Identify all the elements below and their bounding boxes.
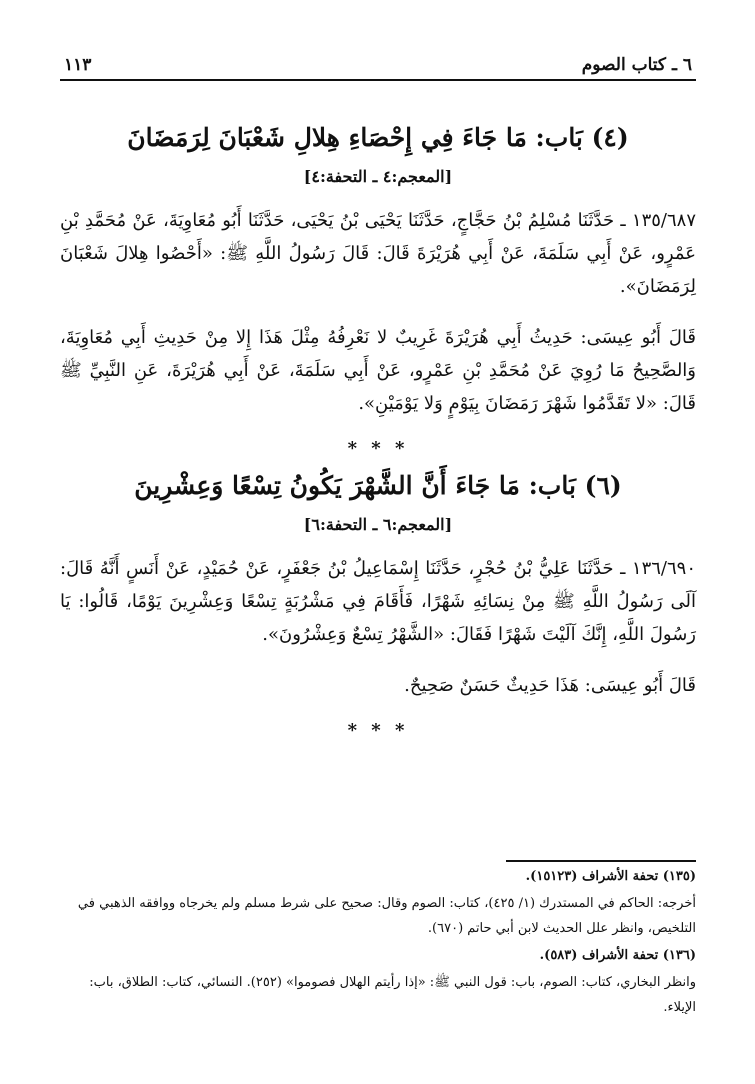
section-separator: * * * — [347, 438, 409, 459]
paragraph: قَالَ أَبُو عِيسَى: حَدِيثُ أَبِي هُرَيْرَةَ غَرِيبٌ لا نَعْرِفُهُ مِثْلَ هَذَا إِلا مِنْ حَدِيثِ أَبِي مُعَاوِيَةَ، وَالصَّحِيحُ مَا رُوِيَ عَنْ مُحَمَّدِ بْنِ عَمْرٍو، عَنْ أَبِي سَلَمَةَ، عَنْ أَبِي هُرَيْرَةَ، عَنِ النَّبِيِّ ﷺ قَالَ: «لا تَقَدَّمُوا شَهْرَ رَمَضَانَ بِيَوْمٍ وَلا يَوْمَيْنِ». — [60, 327, 696, 414]
hadith-text — [60, 552, 696, 651]
commentary-text — [60, 321, 696, 420]
footnote: (١٣٥) تحفة الأشراف (١٥١٢٣). — [525, 869, 696, 884]
paragraph: قَالَ أَبُو عِيسَى: هَذَا حَدِيثٌ حَسَنٌ صَحِيحٌ. — [404, 675, 696, 696]
page-number: ١١٣ — [64, 55, 92, 75]
page-body — [60, 55, 696, 741]
section-title: (٦) بَاب: مَا جَاءَ أَنَّ الشَّهْرَ يَكُونُ تِسْعًا وَعِشْرِينَ — [134, 471, 622, 500]
footnotes — [60, 860, 696, 1022]
section-reference: [المعجم:٤ ـ التحفة:٤] — [303, 167, 453, 186]
footnote-rule — [506, 860, 696, 862]
footnote: (١٣٦) تحفة الأشراف (٥٨٣). — [539, 948, 696, 963]
page-header — [60, 55, 696, 81]
hadith-text — [60, 204, 696, 303]
footnote: أخرجه: الحاكم في المستدرك (١/ ٤٢٥)، كتاب: الصوم وقال: صحيح على شرط مسلم ولم يخرجاه ووافقه الذهبي في التلخيص، وانظر علل الحديث لابن أبي حاتم (٦٧٠). — [77, 896, 696, 936]
paragraph: ١٣٥/٦٨٧ ـ حَدَّثَنَا مُسْلِمُ بْنُ حَجَّاجٍ، حَدَّثَنَا يَحْيَى بْنُ يَحْيَى، حَدَّثَنَا أَبُو مُعَاوِيَةَ، عَنْ مُحَمَّدِ بْنِ عَمْرٍو، عَنْ أَبِي سَلَمَةَ، عَنْ أَبِي هُرَيْرَةَ قَالَ: قَالَ رَسُولُ اللَّهِ ﷺ: «أَحْصُوا هِلالَ شَعْبَانَ لِرَمَضَانَ». — [60, 210, 696, 297]
commentary-text — [60, 669, 696, 702]
running-title: ٦ ـ كتاب الصوم — [581, 55, 692, 75]
section-reference: [المعجم:٦ ـ التحفة:٦] — [303, 515, 453, 534]
footnote: وانظر البخاري، كتاب: الصوم، باب: قول النبي ﷺ: «إذا رأيتم الهلال فصوموا» (٢٥٢). النسائي، كتاب: الطلاق، باب: الإيلاء. — [89, 975, 696, 1015]
section-title: (٤) بَاب: مَا جَاءَ فِي إِحْصَاءِ هِلالِ شَعْبَانَ لِرَمَضَانَ — [127, 123, 629, 152]
paragraph: ١٣٦/٦٩٠ ـ حَدَّثَنَا عَلِيُّ بْنُ حُجْرٍ، حَدَّثَنَا إِسْمَاعِيلُ بْنُ جَعْفَرٍ، عَنْ حُمَيْدٍ، عَنْ أَنَسٍ أَنَّهُ قَالَ: آلَى رَسُولُ اللَّهِ ﷺ مِنْ نِسَائِهِ شَهْرًا، فَأَقَامَ فِي مَشْرُبَةٍ تِسْعًا وَعِشْرِينَ يَوْمًا، قَالُوا: يَا رَسُولَ اللَّهِ، إِنَّكَ آلَيْتَ شَهْرًا فَقَالَ: «الشَّهْرُ تِسْعٌ وَعِشْرُونَ». — [60, 558, 696, 645]
section-separator: * * * — [347, 720, 409, 741]
